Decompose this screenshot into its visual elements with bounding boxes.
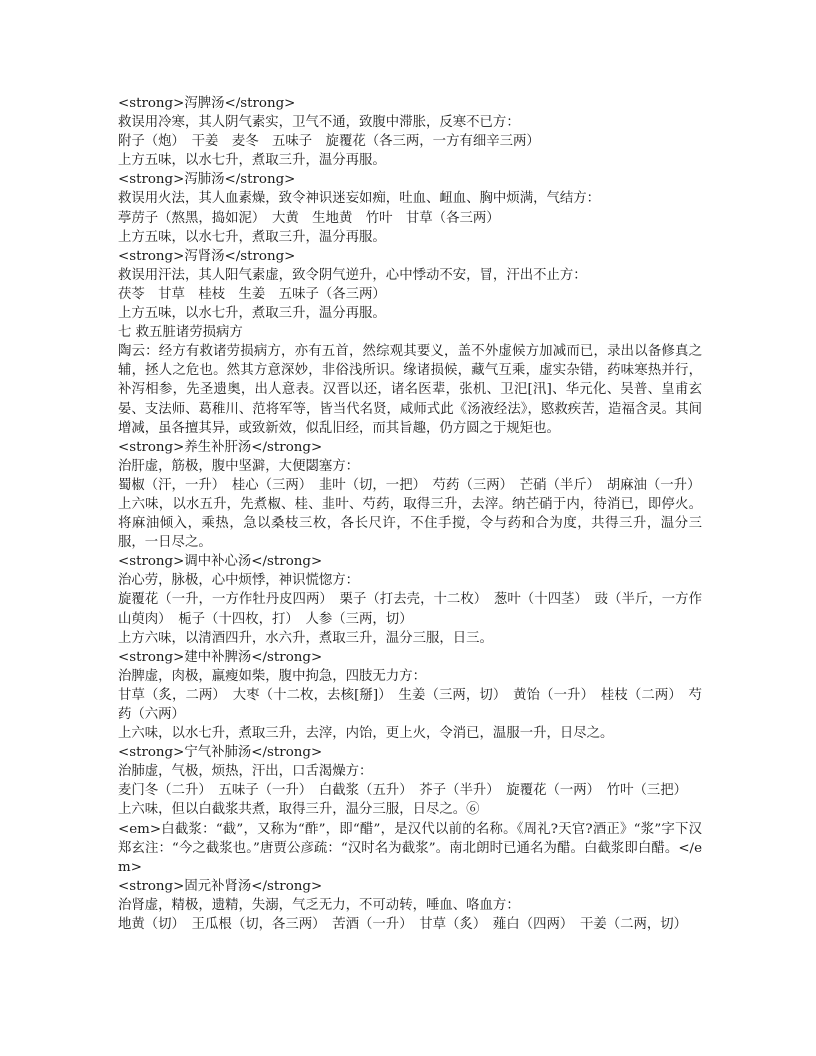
intro-paragraph: 陶云：经方有救诸劳损病方，亦有五首，然综观其要义，盖不外虚候方加减而已，录出以备修真之辅，拯人之危也。然其方意深妙，非俗浅所识。缘诸损候，藏气互乘，虚实杂错，药味寒热并行，补泻相参，先圣遗奥，出人意表。汉晋以还，诸名医辈，张机、卫汜[汛]、华元化、吴普、皇甫玄晏、支法师、葛稚川、范将军等，皆当代名贤，咸师式此《汤液经法》，愍救疾苦，造福含灵。其间增减，虽各擅其异，或致新效，似乱旧经，而其旨趣，仍方圆之于规矩也。 <box>118 344 702 436</box>
preparation-text: 上方五味，以水七升，煮取三升，温分再服。 <box>118 306 386 322</box>
heading-yang-sheng-bu-gan-tang: <strong>养生补肝汤</strong> <box>118 439 323 455</box>
heading-gu-yuan-bu-shen-tang: <strong>固元补肾汤</strong> <box>118 878 323 894</box>
heading-xie-pi-tang: <strong>泻脾汤</strong> <box>118 96 296 111</box>
section-heading: 七 救五脏诸劳损病方 <box>118 325 243 341</box>
indication-text: 治肺虚，气极，烦热，汗出，口舌渴燥方： <box>118 764 373 780</box>
ingredients-text: 附子（炮） 干姜 麦冬 五味子 旋覆花（各三两，一方有细辛三两） <box>118 134 540 150</box>
ingredients-text: 葶苈子（熬黑，捣如泥） 大黄 生地黄 竹叶 甘草（各三两） <box>118 210 500 226</box>
indication-text: 治脾虚，肉极，羸瘦如柴，腹中拘急，四肢无力方： <box>118 668 426 684</box>
preparation-text: 上方六味，以清酒四升，水六升，煮取三升，温分三服，日三。 <box>118 630 493 646</box>
ingredients-text: 茯苓 甘草 桂枝 生姜 五味子（各三两） <box>118 286 386 302</box>
document-page <box>118 94 702 934</box>
ingredients-text: 地黄（切） 王瓜根（切，各三两） 苦酒（一升） 甘草（炙） 薤白（四两） 干姜（二两，切） <box>118 917 688 933</box>
preparation-text: 上六味，以水七升，煮取三升，去滓，内饴，更上火，令消已，温服一升，日尽之。 <box>118 726 614 742</box>
indication-text: 治肝虚，筋极，腹中坚澼，大便閟塞方： <box>118 458 360 474</box>
preparation-text: 上方五味，以水七升，煮取三升，温分再服。 <box>118 153 386 169</box>
heading-xie-fei-tang: <strong>泻肺汤</strong> <box>118 172 296 188</box>
preparation-text: 上六味，但以白截浆共煮，取得三升，温分三服，日尽之。⑥ <box>118 802 480 818</box>
indication-text: 治心劳，脉极，心中烦悸，神识慌惚方： <box>118 573 360 589</box>
heading-ning-qi-bu-fei-tang: <strong>宁气补肺汤</strong> <box>118 745 323 761</box>
indication-text: 救误用冷寒，其人阴气素实，卫气不通，致腹中滞胀，反寒不已方： <box>118 115 520 131</box>
heading-xie-shen-tang: <strong>泻肾汤</strong> <box>118 248 296 264</box>
heading-jian-zhong-bu-pi-tang: <strong>建中补脾汤</strong> <box>118 649 323 665</box>
ingredients-text: 蜀椒（汗，一升） 桂心（三两） 韭叶（切，一把） 芍药（三两） 芒硝（半斤） 胡麻油（一升） <box>118 477 701 493</box>
ingredients-text: 麦门冬（二升） 五味子（一升） 白截浆（五升） 芥子（半升） 旋覆花（一两） 竹叶（三把） <box>118 783 688 799</box>
indication-text: 救误用汗法，其人阳气素虚，致令阴气逆升，心中悸动不安，冒，汗出不止方： <box>118 267 587 283</box>
indication-text: 救误用火法，其人血素燥，致令神识迷妄如痴，吐血、衄血、胸中烦满，气结方： <box>118 191 601 207</box>
ingredients-text: 甘草（炙，二两） 大枣（十二枚，去核[掰]） 生姜（三两，切） 黄饴（一升） 桂枝（二两） 芍药（六两） <box>118 687 702 722</box>
indication-text: 治肾虚，精极，遗精，失溺，气乏无力，不可动转，唾血、咯血方： <box>118 897 520 913</box>
heading-tiao-zhong-bu-xin-tang: <strong>调中补心汤</strong> <box>118 554 323 570</box>
preparation-text: 上六味，以水五升，先煮椒、桂、韭叶、芍药，取得三升，去滓。纳芒硝于内，待消已，即停火。将麻油倾入，乘热，急以桑枝三枚，各长尺许，不住手搅，令与药和合为度，共得三升，温分三服，一日尽之。 <box>118 496 702 551</box>
preparation-text: 上方五味，以水七升，煮取三升，温分再服。 <box>118 229 386 245</box>
ingredients-text: 旋覆花（一升，一方作牡丹皮四两） 栗子（打去壳，十二枚） 葱叶（十四茎） 豉（半斤，一方作山萸肉） 栀子（十四枚，打） 人参（三两，切） <box>118 592 702 627</box>
footnote-text: <em>白截浆：“截”，又称为“酢”，即“醋”，是汉代以前的名称。《周礼?天官?酒正》“浆”字下汉郑玄注：“今之截浆也。”唐贾公彦疏：“汉时名为截浆”。南北朗时已通名为醋。白截浆即白醋。</em> <box>118 821 702 875</box>
